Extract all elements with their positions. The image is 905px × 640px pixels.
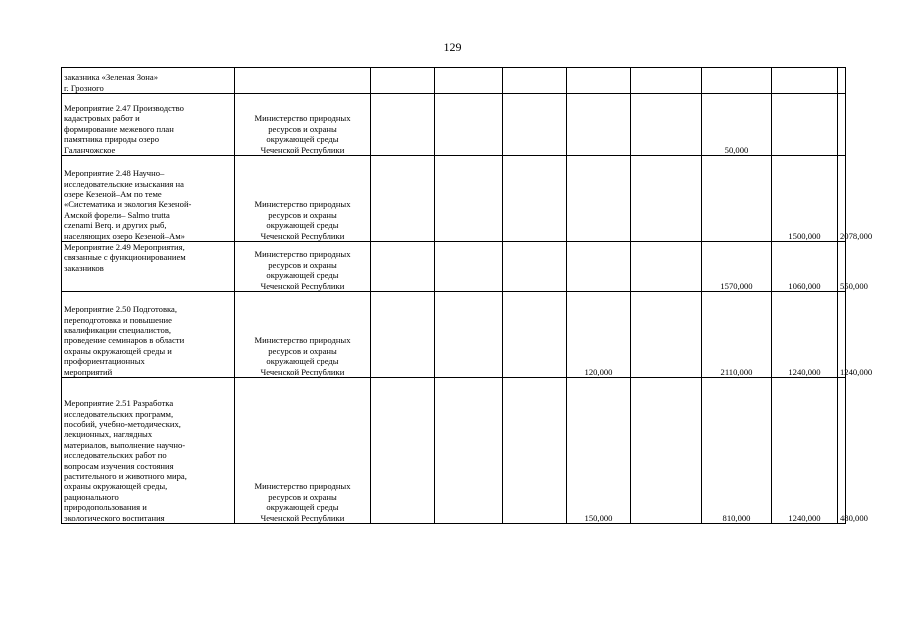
page-number: 129 <box>443 40 462 54</box>
event-cell: Мероприятие 2.49 Мероприятия, связанные с функционированием заказников <box>62 242 235 292</box>
value-cell <box>503 156 567 242</box>
value-cell <box>503 68 567 94</box>
value-cell: 1060,000 <box>772 242 838 292</box>
value-cell <box>435 68 503 94</box>
value-cell <box>371 242 435 292</box>
value-cell <box>435 94 503 156</box>
value-cell <box>567 242 631 292</box>
value-cell <box>702 156 772 242</box>
executor-cell <box>235 68 371 94</box>
value-cell <box>567 156 631 242</box>
value-cell <box>371 292 435 378</box>
value-cell <box>435 378 503 524</box>
value-cell <box>371 156 435 242</box>
executor-cell: Министерство природных ресурсов и охраны окружающей среды Чеченской Республики <box>235 378 371 524</box>
value-cell: 1240,000 <box>772 292 838 378</box>
value-cell <box>567 94 631 156</box>
value-cell <box>503 378 567 524</box>
program-events-table <box>61 67 873 524</box>
value-cell <box>631 292 702 378</box>
value-cell: 2110,000 <box>702 292 772 378</box>
table-row <box>62 94 846 156</box>
value-cell <box>631 94 702 156</box>
value-cell <box>503 292 567 378</box>
executor-cell: Министерство природных ресурсов и охраны окружающей среды Чеченской Республики <box>235 94 371 156</box>
value-cell: 1500,000 <box>772 156 838 242</box>
value-cell <box>838 94 846 156</box>
value-cell <box>435 242 503 292</box>
table-row <box>62 242 846 292</box>
value-cell: 480,000 <box>838 378 846 524</box>
value-cell <box>631 378 702 524</box>
value-cell: 150,000 <box>567 378 631 524</box>
value-cell <box>838 68 846 94</box>
value-cell <box>371 68 435 94</box>
value-cell <box>631 156 702 242</box>
table-row <box>62 156 846 242</box>
value-cell <box>503 94 567 156</box>
value-cell <box>371 378 435 524</box>
value-cell <box>371 94 435 156</box>
event-cell: Мероприятие 2.48 Научно– исследовательские изыскания на озере Кезеной–Ам по теме «Систематика и экология Кезеной- Амской форели– Salmo trutta czenami Berq. и других рыб, населяющих озеро Кезеной–Ам» <box>62 156 235 242</box>
value-cell <box>702 68 772 94</box>
table-row <box>62 378 846 524</box>
event-cell: Мероприятие 2.47 Производство кадастровых работ и формирование межевого план памятника природы озеро Галанчожское <box>62 94 235 156</box>
value-cell: 1240,000 <box>838 292 846 378</box>
value-cell <box>772 94 838 156</box>
value-cell: 50,000 <box>702 94 772 156</box>
value-cell: 810,000 <box>702 378 772 524</box>
value-cell: 1240,000 <box>772 378 838 524</box>
value-cell <box>631 242 702 292</box>
executor-cell: Министерство природных ресурсов и охраны окружающей среды Чеченской Республики <box>235 242 371 292</box>
value-cell: 2078,000 <box>838 156 846 242</box>
value-cell <box>503 242 567 292</box>
value-cell <box>772 68 838 94</box>
value-cell: 550,000 <box>838 242 846 292</box>
table-row <box>62 68 846 94</box>
event-cell: заказника «Зеленая Зона» г. Грозного <box>62 68 235 94</box>
value-cell <box>631 68 702 94</box>
value-cell <box>567 68 631 94</box>
value-cell: 1570,000 <box>702 242 772 292</box>
event-cell: Мероприятие 2.50 Подготовка, переподготовка и повышение квалификации специалистов, проведение семинаров в области охраны окружающей среды и профориентационных мероприятий <box>62 292 235 378</box>
table-row <box>62 292 846 378</box>
executor-cell: Министерство природных ресурсов и охраны окружающей среды Чеченской Республики <box>235 156 371 242</box>
event-cell: Мероприятие 2.51 Разработка исследовательских программ, пособий, учебно-методических, лекционных, наглядных материалов, выполнение научно- исследовательских работ по вопросам изучения состояния растительного и животного мира, охраны окружающей среды, рационального природопользования и экологического воспитания <box>62 378 235 524</box>
executor-cell: Министерство природных ресурсов и охраны окружающей среды Чеченской Республики <box>235 292 371 378</box>
value-cell: 120,000 <box>567 292 631 378</box>
value-cell <box>435 156 503 242</box>
value-cell <box>435 292 503 378</box>
